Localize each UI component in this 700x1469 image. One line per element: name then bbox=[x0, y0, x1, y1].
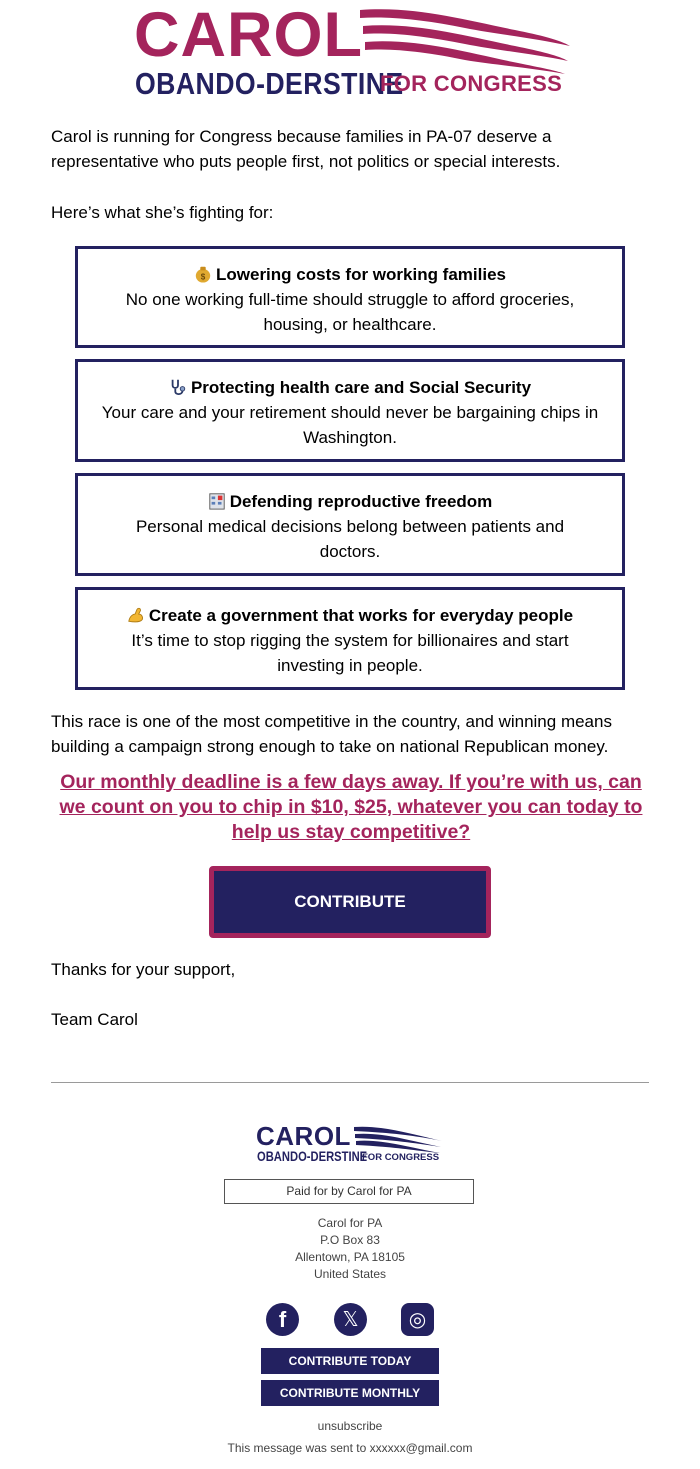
address-line: P.O Box 83 bbox=[320, 1233, 380, 1247]
address-line: United States bbox=[313, 1267, 387, 1281]
issue-text: Your care and your retirement should never be bargaining chips in Washington. bbox=[101, 403, 599, 447]
thanks-text: Thanks for your support, bbox=[51, 960, 236, 979]
donation-ask-link[interactable]: Our monthly deadline is a few days away. If you’re with us, can we count on you to chip in $10, $25, whatever you can today to help us stay competitive? bbox=[59, 771, 643, 843]
race-paragraph: This race is one of the most competitive in the country, and winning means building a campaign strong enough to take on national Republican money. bbox=[51, 712, 612, 756]
issue-box bbox=[75, 359, 625, 462]
issue-title: Create a government that works for everyday people bbox=[148, 606, 574, 625]
facebook-icon: f bbox=[278, 1307, 287, 1332]
contribute-monthly-button[interactable]: CONTRIBUTE MONTHLY bbox=[261, 1380, 439, 1406]
issue-box bbox=[75, 473, 625, 576]
address-line: Allentown, PA 18105 bbox=[295, 1250, 405, 1264]
issue-title: Lowering costs for working families bbox=[216, 265, 506, 284]
issue-text: Personal medical decisions belong between patients and doctors. bbox=[135, 517, 565, 561]
contribute-today-button[interactable]: CONTRIBUTE TODAY bbox=[261, 1348, 439, 1374]
intro-paragraph: Carol is running for Congress because families in PA-07 deserve a representative who puts people first, not politics or special interests. bbox=[51, 127, 561, 171]
footer-divider bbox=[51, 1082, 649, 1083]
issue-box bbox=[75, 587, 625, 690]
facebook-link[interactable] bbox=[266, 1303, 299, 1336]
campaign-logo bbox=[130, 0, 575, 101]
footer-logo-name-text: OBANDO-DERSTINE bbox=[257, 1148, 368, 1164]
stethoscope-icon bbox=[169, 378, 187, 396]
logo-for-congress-text: FOR CONGRESS bbox=[380, 71, 563, 96]
signature-text: Team Carol bbox=[51, 1010, 138, 1029]
footer-logo-carol-text: CAROL bbox=[256, 1121, 351, 1151]
logo-carol-text: CAROL bbox=[134, 0, 363, 70]
address-line: Carol for PA bbox=[317, 1216, 383, 1230]
hospital-icon bbox=[208, 492, 226, 510]
x-icon: 𝕏 bbox=[342, 1307, 359, 1331]
svg-text:$: $ bbox=[200, 272, 206, 282]
flexed-biceps-icon bbox=[127, 606, 145, 624]
issue-text: No one working full-time should struggle to afford groceries, housing, or healthcare. bbox=[125, 290, 575, 334]
issue-text: It’s time to stop rigging the system for billionaires and start investing in people. bbox=[131, 631, 569, 675]
sent-to-notice: This message was sent to xxxxxx@gmail.com bbox=[227, 1441, 473, 1455]
logo-name-text: OBANDO-DERSTINE bbox=[135, 66, 404, 101]
footer-logo-for-congress-text: FOR CONGRESS bbox=[362, 1152, 440, 1163]
x-link[interactable] bbox=[334, 1303, 367, 1336]
contribute-button[interactable]: CONTRIBUTE bbox=[209, 866, 491, 938]
footer-logo bbox=[256, 1121, 446, 1166]
instagram-icon: ◎ bbox=[408, 1307, 427, 1331]
issue-title: Defending reproductive freedom bbox=[229, 492, 493, 511]
paid-for-disclaimer: Paid for by Carol for PA bbox=[224, 1179, 474, 1204]
issue-title: Protecting health care and Social Security bbox=[190, 378, 532, 397]
instagram-link[interactable] bbox=[401, 1303, 434, 1336]
unsubscribe-link[interactable]: unsubscribe bbox=[317, 1419, 383, 1433]
issue-box bbox=[75, 246, 625, 348]
lead-paragraph: Here’s what she’s fighting for: bbox=[51, 203, 274, 222]
money-bag-icon bbox=[194, 265, 212, 283]
